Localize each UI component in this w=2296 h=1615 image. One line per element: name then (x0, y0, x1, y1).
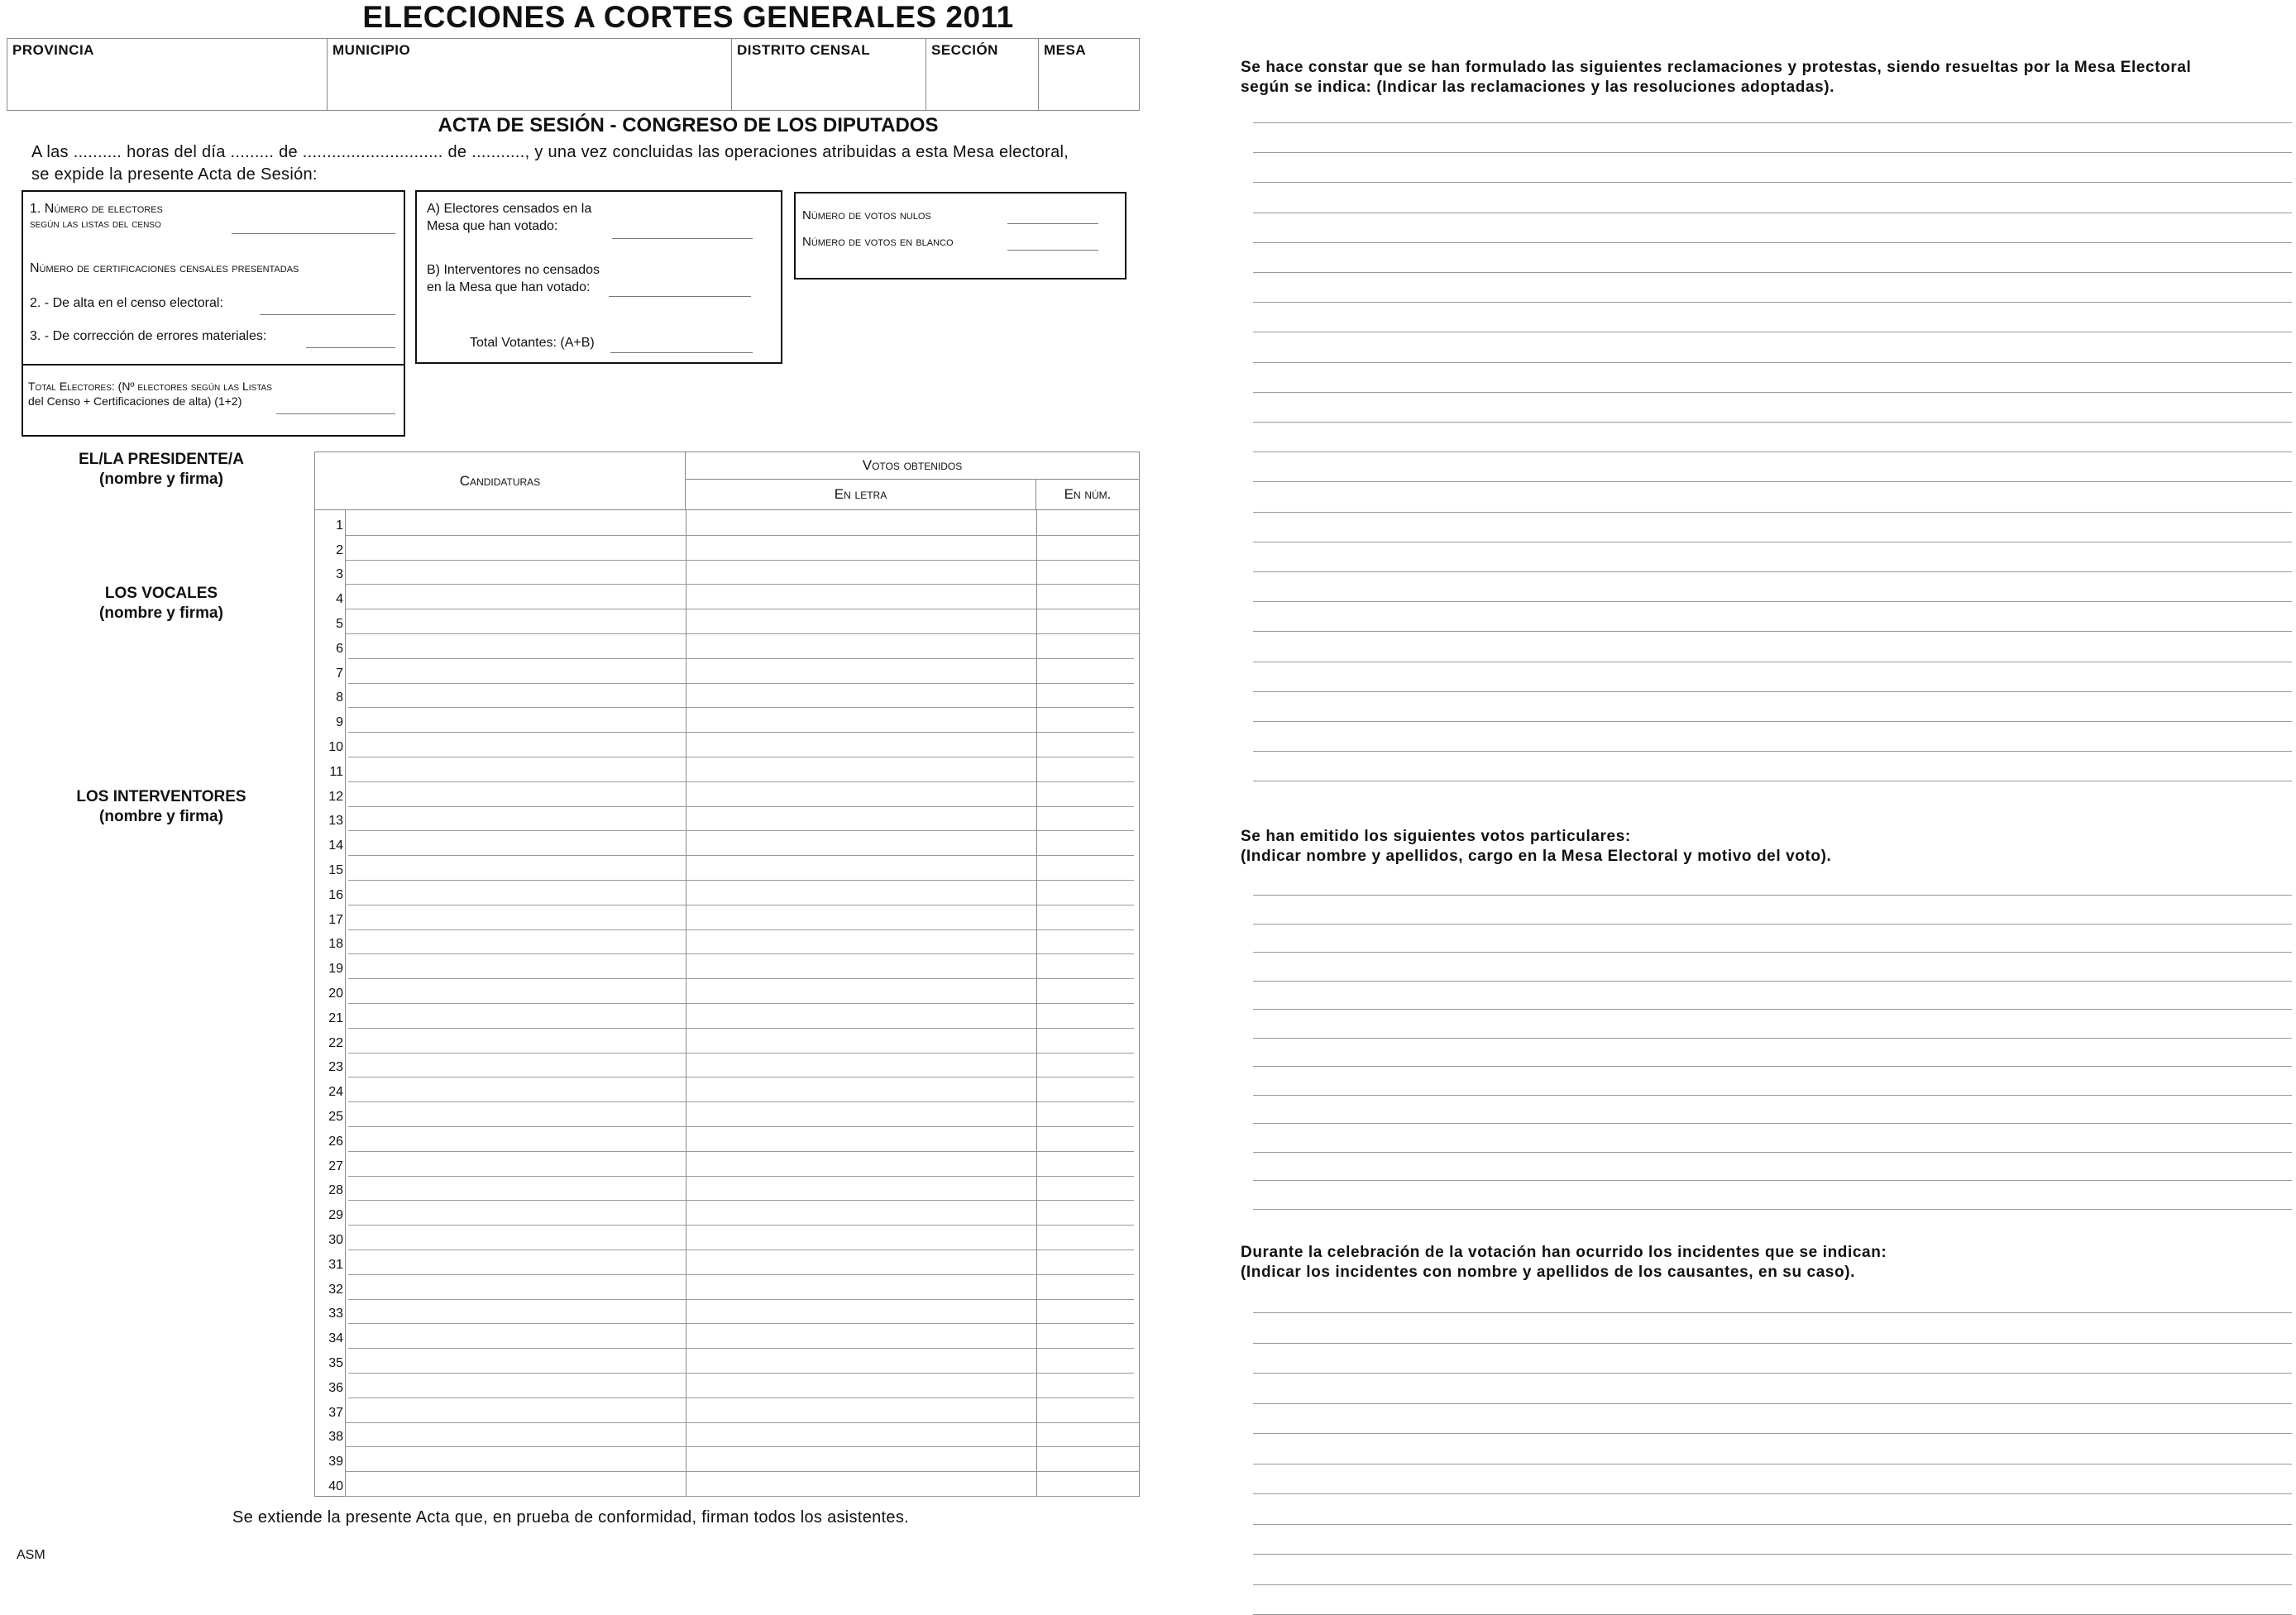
writing-line[interactable] (1253, 1584, 2292, 1585)
provincia-label: PROVINCIA (12, 42, 94, 58)
writing-line[interactable] (1253, 1554, 2292, 1555)
votos-particulares-line-2: (Indicar nombre y apellidos, cargo en la Mesa Electoral y motivo del voto). (1241, 848, 1832, 865)
num-electores-label: 1. Número de electores (30, 202, 163, 216)
vocales-signature-label (50, 584, 273, 624)
table-row[interactable] (345, 658, 1139, 683)
votos-nulos-blanco-box (794, 192, 1126, 280)
writing-line[interactable] (1253, 1123, 2292, 1124)
en-num-header: En núm. (1036, 480, 1139, 510)
row-number: 19 (328, 962, 343, 977)
row-number: 4 (336, 592, 343, 607)
table-row[interactable] (345, 1274, 1139, 1299)
distrito-censal-field[interactable] (732, 39, 926, 110)
mesa-label: MESA (1044, 42, 1087, 58)
section-subtitle: ACTA DE SESIÓN - CONGRESO DE LOS DIPUTADOS (438, 114, 939, 136)
table-row[interactable] (345, 1299, 1139, 1324)
writing-line[interactable] (1253, 152, 2292, 153)
table-row[interactable] (345, 1422, 1139, 1447)
table-row[interactable] (345, 1398, 1139, 1422)
row-number: 12 (328, 789, 343, 804)
writing-line[interactable] (1253, 952, 2292, 953)
certificaciones-label: Número de certificaciones censales presentadas (30, 261, 299, 275)
writing-line[interactable] (1253, 895, 2292, 896)
table-row[interactable] (345, 781, 1139, 806)
row-number: 35 (328, 1356, 343, 1370)
municipio-label: MUNICIPIO (332, 42, 411, 58)
votos-particulares-heading (1241, 827, 2284, 867)
writing-line[interactable] (1253, 924, 2292, 925)
writing-line[interactable] (1253, 362, 2292, 363)
total-electores-input[interactable] (276, 413, 395, 414)
mesa-field[interactable] (1039, 39, 1139, 110)
incidentes-heading (1241, 1243, 2284, 1283)
table-row[interactable] (345, 1446, 1139, 1471)
writing-line[interactable] (1253, 981, 2292, 982)
row-number: 22 (328, 1035, 343, 1050)
table-row[interactable] (345, 1003, 1139, 1028)
writing-line[interactable] (1253, 601, 2292, 602)
reclamaciones-line-2: según se indica: (Indicar las reclamaciones y las resoluciones adoptadas). (1241, 79, 1835, 96)
row-number: 31 (328, 1257, 343, 1272)
total-electores-box (22, 364, 405, 437)
table-row[interactable] (345, 1176, 1139, 1201)
row-number: 29 (328, 1208, 343, 1223)
interventores-votado-label: B) Interventores no censados (427, 263, 600, 277)
interventores-sublabel: (nombre y firma) (99, 808, 223, 825)
row-number: 10 (328, 740, 343, 754)
table-row[interactable] (345, 978, 1139, 1003)
table-row[interactable] (345, 1225, 1139, 1249)
row-number: 32 (328, 1282, 343, 1297)
table-row[interactable] (345, 1348, 1139, 1373)
row-number: 23 (328, 1060, 343, 1075)
votos-particulares-line-1: Se han emitido los siguientes votos particulares: (1241, 828, 1631, 845)
votos-nulos-input[interactable] (1007, 223, 1098, 224)
row-number: 34 (328, 1331, 343, 1346)
reclamaciones-line-1: Se hace constar que se han formulado las siguientes reclamaciones y protestas, siendo resueltas por la Mesa Electoral (1241, 59, 2192, 76)
writing-line[interactable] (1253, 512, 2292, 513)
table-row[interactable] (345, 1077, 1139, 1101)
row-number: 7 (336, 666, 343, 681)
seccion-label: SECCIÓN (931, 42, 998, 58)
row-number: 20 (328, 987, 343, 1001)
table-row[interactable] (345, 1028, 1139, 1053)
table-row[interactable] (345, 1151, 1139, 1176)
interventores-votado-sublabel: en la Mesa que han votado: (427, 280, 591, 294)
votos-blanco-input[interactable] (1007, 250, 1098, 251)
row-number: 8 (336, 690, 343, 705)
writing-line[interactable] (1253, 1403, 2292, 1404)
table-row[interactable] (345, 510, 1139, 535)
writing-line[interactable] (1253, 1209, 2292, 1210)
row-number: 33 (328, 1307, 343, 1321)
writing-line[interactable] (1253, 1373, 2292, 1374)
writing-line[interactable] (1253, 571, 2292, 572)
table-row[interactable] (345, 1053, 1139, 1077)
total-electores-label: Total Electores: (Nº electores según las Listas (28, 380, 272, 393)
writing-line[interactable] (1253, 122, 2292, 123)
writing-line[interactable] (1253, 691, 2292, 692)
writing-line[interactable] (1253, 1038, 2292, 1039)
presidente-signature-label (50, 450, 273, 490)
table-row[interactable] (345, 1471, 1139, 1496)
row-number: 30 (328, 1233, 343, 1247)
row-number: 9 (336, 715, 343, 730)
vocales-sublabel: (nombre y firma) (99, 604, 223, 622)
votos-nulos-label: Número de votos nulos (802, 208, 931, 222)
footer-statement: Se extiende la presente Acta que, en prueba de conformidad, firman todos los asistentes. (232, 1508, 909, 1527)
num-electores-input[interactable] (232, 233, 395, 234)
table-row[interactable] (345, 929, 1139, 954)
row-number: 38 (328, 1430, 343, 1445)
vocales-title: LOS VOCALES (104, 585, 218, 602)
writing-line[interactable] (1253, 631, 2292, 632)
row-number: 28 (328, 1183, 343, 1198)
row-number: 2 (336, 542, 343, 557)
candidaturas-header: Candidaturas (315, 452, 686, 510)
row-number: 26 (328, 1134, 343, 1149)
intro-line-1: A las .......... horas del día ......... de ............................. de ..........., y una vez concluidas las operaciones atribuidas a esta Mesa electoral, (31, 143, 1069, 161)
writing-line[interactable] (1253, 182, 2292, 183)
row-number: 3 (336, 567, 343, 582)
row-number: 39 (328, 1455, 343, 1469)
en-letra-header: En letra (686, 480, 1036, 510)
incidentes-line-1: Durante la celebración de la votación han ocurrido los incidentes que se indican: (1241, 1244, 1887, 1261)
location-header-table (7, 38, 1140, 111)
total-votantes-input[interactable] (610, 352, 753, 353)
electores-votado-label: A) Electores censados en la (427, 202, 592, 216)
electores-votado-input[interactable] (612, 238, 753, 239)
table-row-line (345, 1496, 1139, 1497)
writing-line[interactable] (1253, 302, 2292, 303)
row-number: 14 (328, 839, 343, 853)
votos-table (314, 452, 1140, 1497)
table-row[interactable] (345, 1373, 1139, 1398)
presidente-title: EL/LA PRESIDENTE/A (79, 451, 244, 468)
reclamaciones-heading (1241, 58, 2284, 98)
row-number: 16 (328, 887, 343, 902)
table-row[interactable] (345, 757, 1139, 781)
writing-line[interactable] (1253, 1066, 2292, 1067)
writing-line[interactable] (1253, 481, 2292, 482)
writing-line[interactable] (1253, 721, 2292, 722)
table-row[interactable] (345, 707, 1139, 732)
row-number: 13 (328, 814, 343, 829)
votos-obtenidos-header: Votos obtenidos (686, 452, 1139, 480)
writing-line[interactable] (1253, 392, 2292, 393)
document-title: ELECCIONES A CORTES GENERALES 2011 (362, 0, 1014, 34)
writing-line[interactable] (1253, 1095, 2292, 1096)
row-number: 17 (328, 912, 343, 927)
writing-line[interactable] (1253, 1493, 2292, 1494)
table-row[interactable] (345, 633, 1139, 658)
table-row[interactable] (345, 560, 1139, 585)
distrito-censal-label: DISTRITO CENSAL (737, 42, 871, 58)
writing-line[interactable] (1253, 242, 2292, 243)
writing-line[interactable] (1253, 1312, 2292, 1313)
interventores-signature-label (50, 787, 273, 827)
table-row[interactable] (345, 609, 1139, 633)
table-row[interactable] (345, 584, 1139, 609)
electores-votado-sublabel: Mesa que han votado: (427, 219, 558, 233)
row-number: 25 (328, 1110, 343, 1124)
table-row[interactable] (345, 1200, 1139, 1225)
intro-text (31, 141, 1123, 186)
municipio-field[interactable] (328, 39, 732, 110)
alta-censo-label: 2. - De alta en el censo electoral: (30, 296, 223, 310)
row-number: 6 (336, 641, 343, 656)
table-row[interactable] (345, 905, 1139, 929)
writing-line[interactable] (1253, 1524, 2292, 1525)
row-number: 37 (328, 1405, 343, 1420)
table-row[interactable] (345, 1126, 1139, 1151)
table-row[interactable] (345, 880, 1139, 905)
interventores-title: LOS INTERVENTORES (76, 788, 246, 805)
intro-line-2: se expide la presente Acta de Sesión: (31, 165, 318, 184)
row-number: 5 (336, 617, 343, 631)
electores-box (22, 190, 405, 366)
presidente-sublabel: (nombre y firma) (99, 471, 223, 488)
row-number: 27 (328, 1159, 343, 1173)
table-row[interactable] (345, 1249, 1139, 1274)
incidentes-line-2: (Indicar los incidentes con nombre y apellidos de los causantes, en su caso). (1241, 1264, 1856, 1281)
correccion-errores-label: 3. - De corrección de errores materiales: (30, 329, 267, 343)
total-electores-sublabel: del Censo + Certificaciones de alta) (1+2) (28, 394, 242, 408)
table-row[interactable] (345, 1323, 1139, 1348)
writing-line[interactable] (1253, 1152, 2292, 1153)
table-row[interactable] (345, 732, 1139, 757)
table-row[interactable] (345, 855, 1139, 880)
writing-line[interactable] (1253, 1343, 2292, 1344)
table-row[interactable] (345, 830, 1139, 855)
writing-line[interactable] (1253, 422, 2292, 423)
writing-line[interactable] (1253, 272, 2292, 273)
alta-censo-input[interactable] (260, 314, 395, 315)
row-number: 15 (328, 863, 343, 877)
writing-line[interactable] (1253, 751, 2292, 752)
row-number: 18 (328, 937, 343, 952)
row-number: 36 (328, 1380, 343, 1395)
table-row[interactable] (345, 1101, 1139, 1126)
votantes-box (415, 190, 782, 364)
table-row[interactable] (345, 683, 1139, 708)
writing-line[interactable] (1253, 1009, 2292, 1010)
interventores-votado-input[interactable] (609, 296, 751, 297)
row-number: 1 (336, 518, 343, 533)
correccion-errores-input[interactable] (306, 347, 395, 348)
seccion-field[interactable] (926, 39, 1039, 110)
votos-blanco-label: Número de votos en blanco (802, 235, 954, 249)
writing-line[interactable] (1253, 1433, 2292, 1434)
table-row[interactable] (345, 953, 1139, 978)
row-number: 11 (329, 764, 343, 779)
num-electores-sublabel: según las listas del censo (30, 217, 161, 230)
form-code: ASM (17, 1548, 45, 1562)
row-number: 24 (328, 1085, 343, 1100)
table-row[interactable] (345, 535, 1139, 560)
table-row[interactable] (345, 806, 1139, 831)
writing-line[interactable] (1253, 1180, 2292, 1181)
row-number: 21 (328, 1011, 343, 1025)
provincia-field[interactable] (7, 39, 328, 110)
total-votantes-label: Total Votantes: (A+B) (470, 336, 595, 350)
row-number: 40 (328, 1479, 343, 1493)
